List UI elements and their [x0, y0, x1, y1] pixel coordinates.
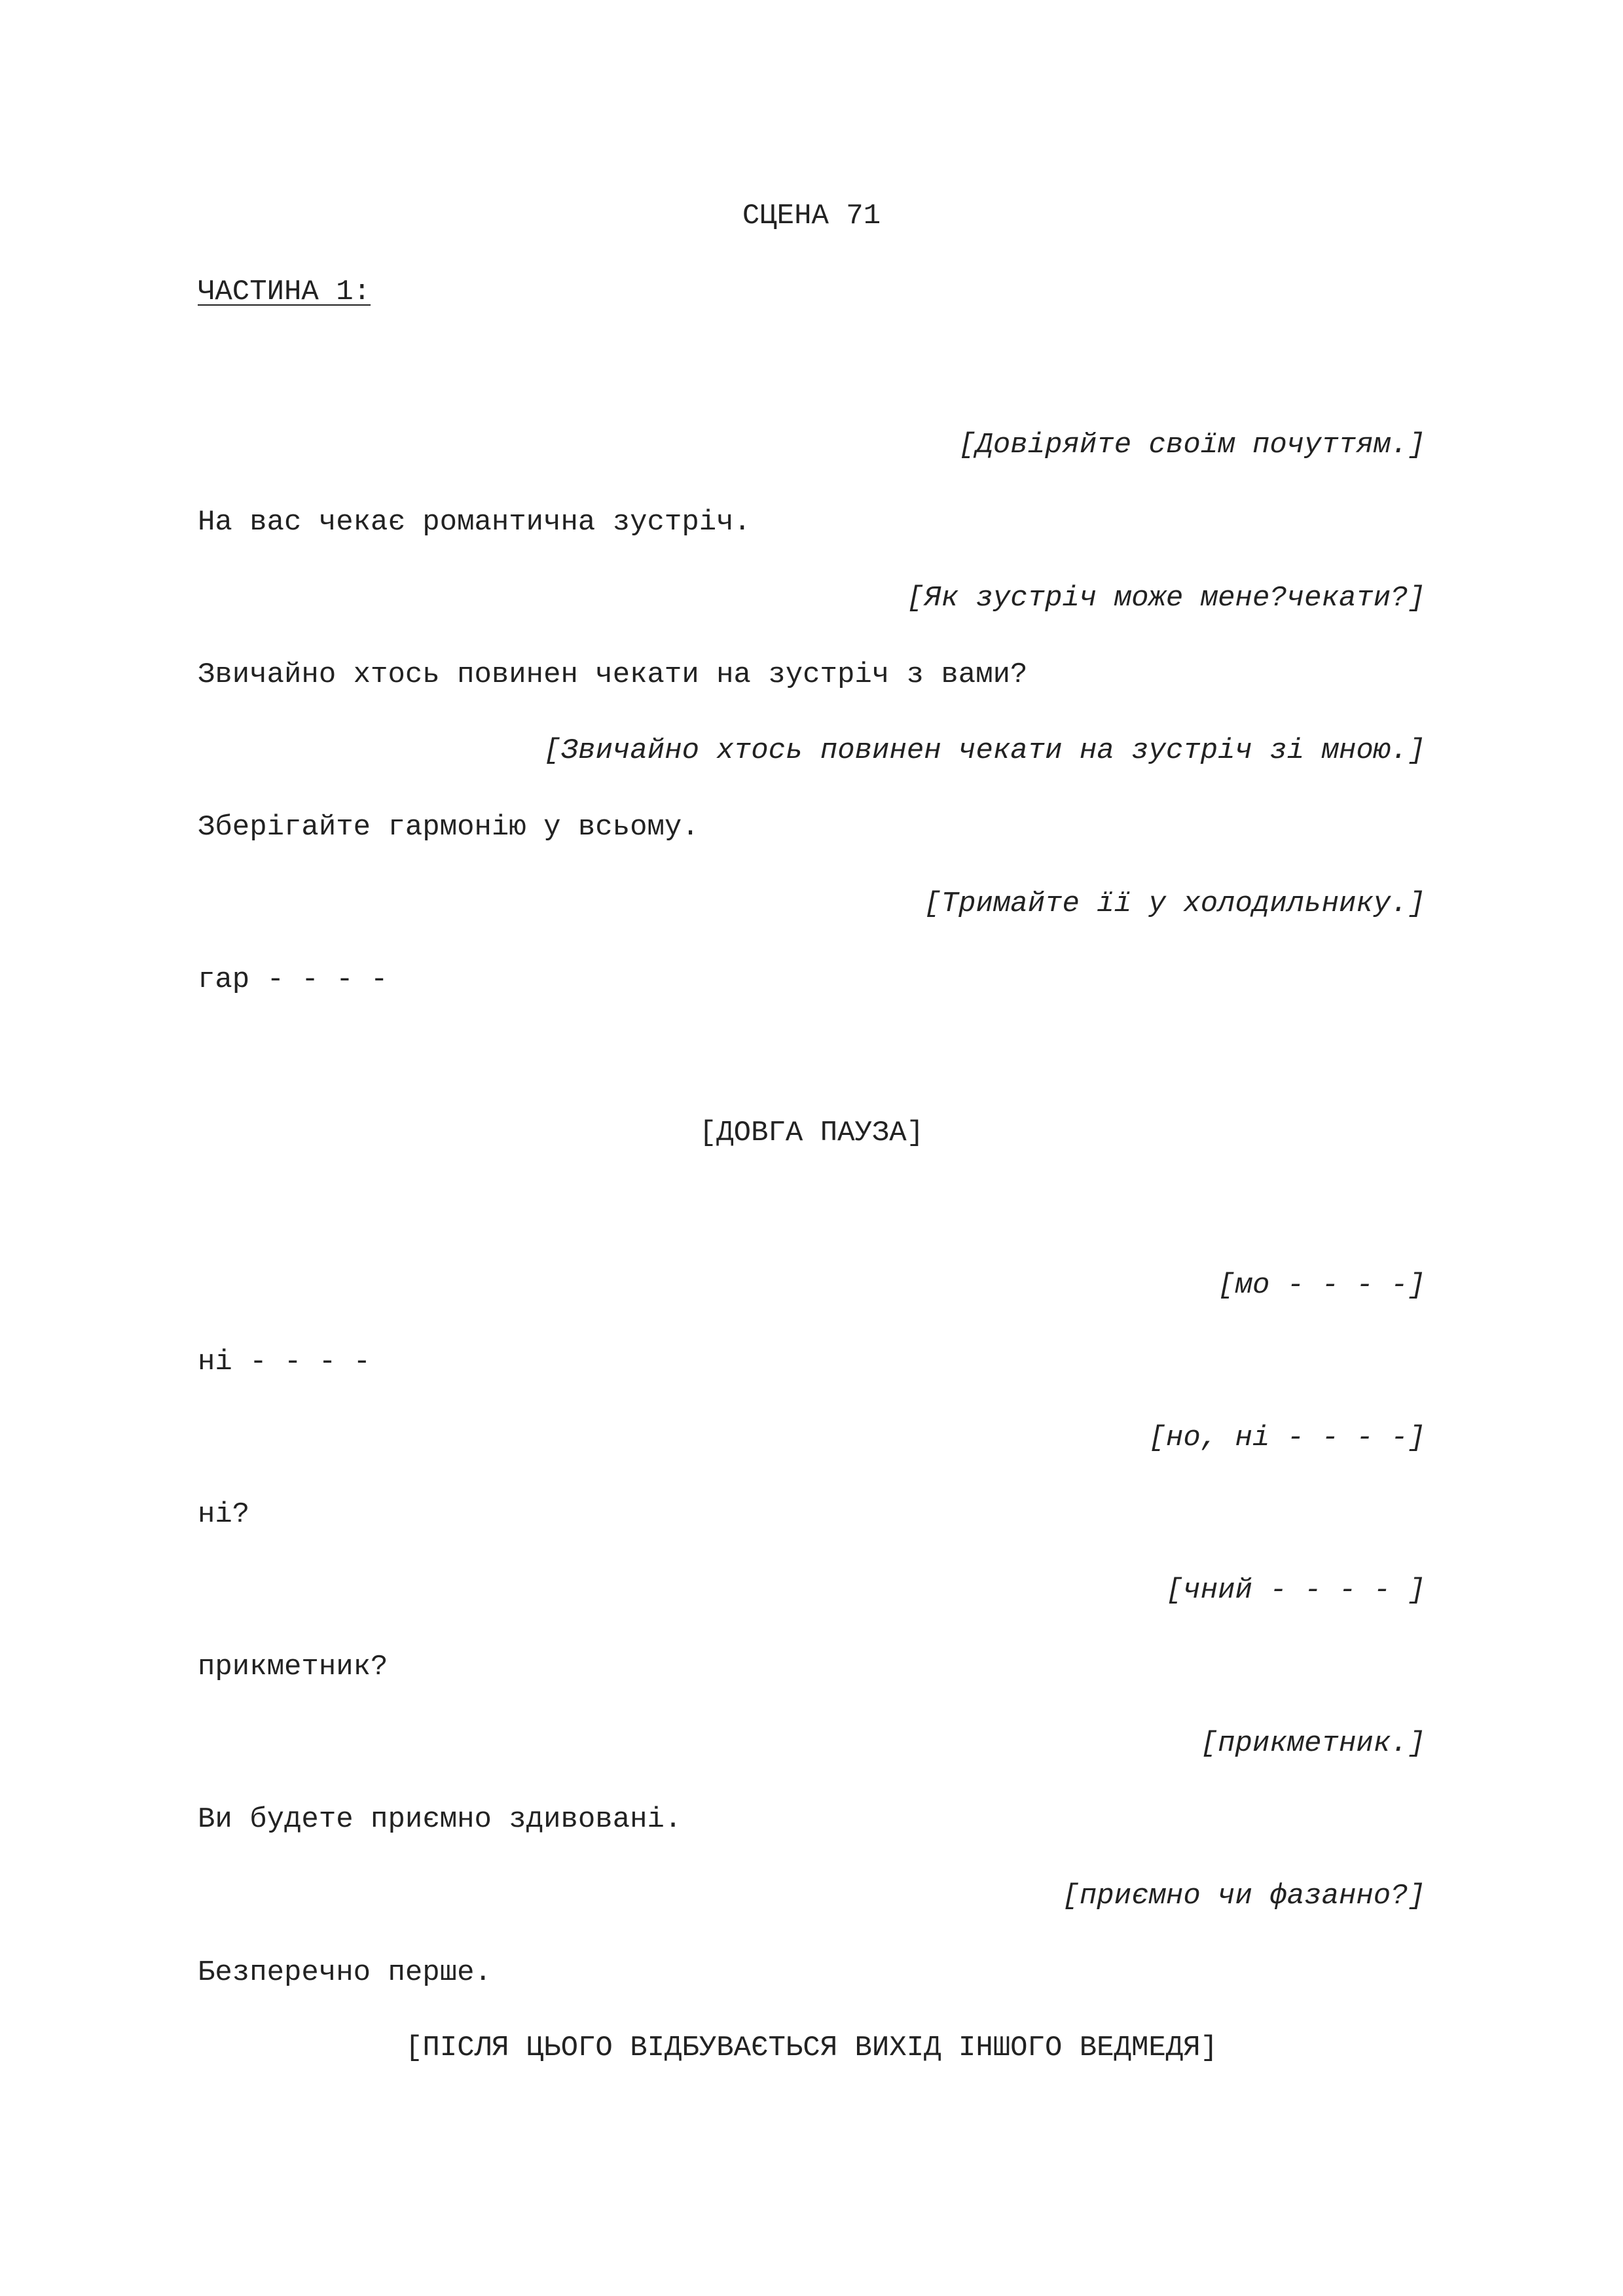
- dialogue-line: Безперечно перше.: [198, 1956, 492, 1989]
- scene-title: СЦЕНА 71: [742, 200, 881, 232]
- dialogue-line: ні?: [198, 1498, 250, 1531]
- dialogue-line: ні - - - -: [198, 1346, 371, 1378]
- dialogue-line: На вас чекає романтична зустріч.: [198, 506, 751, 539]
- dialogue-line: [Тримайте її у холодильнику.]: [924, 888, 1425, 920]
- dialogue-line: Ви будете приємно здивовані.: [198, 1803, 682, 1836]
- dialogue-line: [прикметник.]: [1200, 1727, 1425, 1760]
- dialogue-line: [Звичайно хтось повинен чекати на зустріч зі мною.]: [543, 734, 1425, 767]
- dialogue-line: Зберігайте гармонію у всьому.: [198, 811, 699, 844]
- dialogue-line: гар - - - -: [198, 963, 388, 996]
- part-heading: ЧАСТИНА 1:: [198, 276, 371, 308]
- dialogue-line: прикметник?: [198, 1651, 388, 1683]
- long-pause-direction: [ДОВГА ПАУЗА]: [699, 1117, 924, 1149]
- dialogue-line: [Довіряйте своїм почуттям.]: [958, 429, 1425, 461]
- dialogue-line: Звичайно хтось повинен чекати на зустріч з вами?: [198, 658, 1028, 691]
- dialogue-line: [приємно чи фазанно?]: [1062, 1880, 1425, 1912]
- dialogue-line: [мо - - - -]: [1218, 1269, 1425, 1302]
- closing-stage-direction: [ПІСЛЯ ЦЬОГО ВІДБУВАЄТЬСЯ ВИХІД ІНШОГО ВЕДМЕДЯ]: [405, 2032, 1218, 2064]
- dialogue-line: [Як зустріч може мене?чекати?]: [906, 582, 1425, 615]
- dialogue-line: [чний - - - - ]: [1165, 1574, 1425, 1607]
- dialogue-line: [но, ні - - - -]: [1148, 1422, 1425, 1454]
